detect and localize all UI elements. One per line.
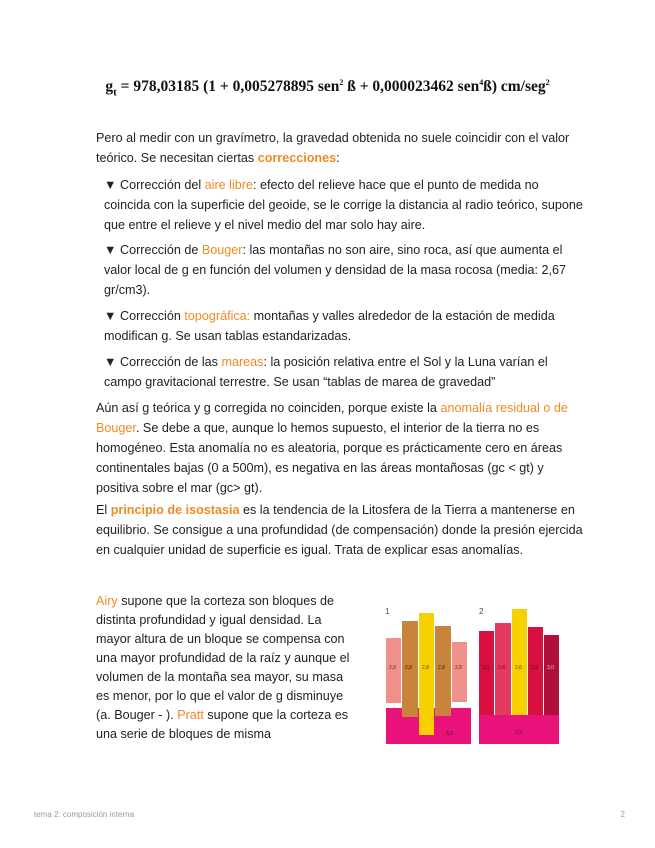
airy-density-3: 2,8 bbox=[422, 665, 429, 671]
isostasy-diagram bbox=[382, 605, 572, 745]
isostasy-paragraph: El principio de isostasia es la tendencia de la Litosfera de la Tierra a mantenerse en equilibrio. Se consigue a una profundidad (de compensación) donde la presión ejercida en cualquier unidad de superficie es igual. Trata de explicar esas anomalías. bbox=[96, 503, 583, 557]
pratt-mantle-density: 3,3 bbox=[515, 730, 522, 736]
triangle-down-icon: ▼ bbox=[104, 309, 117, 323]
triangle-down-icon: ▼ bbox=[104, 243, 117, 257]
pratt-block-5 bbox=[544, 635, 559, 715]
pratt-density-5: 3,0 bbox=[547, 665, 554, 671]
isostasy-term: principio de isostasia bbox=[110, 503, 240, 517]
airy-density-5: 2,8 bbox=[455, 665, 462, 671]
airy-mantle-density: 3,3 bbox=[446, 731, 453, 737]
intro-paragraph: Pero al medir con un gravímetro, la gravedad obtenida no suele coincidir con el valor teórico. Se necesitan ciertas correcciones: bbox=[96, 131, 570, 165]
airy-block-3 bbox=[419, 613, 434, 735]
triangle-down-icon: ▼ bbox=[104, 355, 117, 369]
pratt-block-1 bbox=[479, 631, 494, 715]
airy-density-4: 2,8 bbox=[438, 665, 445, 671]
bullet-topografica: ▼ Corrección topográfica: montañas y valles alrededor de la estación de medida modifican g. Se usan tablas estandarizadas. bbox=[104, 309, 555, 343]
pratt-block-3 bbox=[512, 609, 527, 715]
airy-density-2: 2,8 bbox=[405, 665, 412, 671]
pratt-density-4: 2,9 bbox=[531, 665, 538, 671]
footer-title: tema 2: composición interna bbox=[34, 810, 135, 819]
anomaly-term: anomalía residual o de Bouger bbox=[96, 401, 568, 435]
pratt-density-3: 2,6 bbox=[515, 665, 522, 671]
anomaly-paragraph: Aún así g teórica y g corregida no coinciden, porque existe la anomalía residual o de Bouger. Se debe a que, aunque lo hemos supuesto, el interior de la tierra no es homogéneo. Esta anomalía no es aleatoria, porque es prácticamente cero en áreas continentales bajas (0 a 500m), es negativa en las áreas montañosas (gc < gt) y positiva sobre el mar (gc> gt). bbox=[96, 401, 568, 495]
bullet-mareas: ▼ Corrección de las mareas: la posición relativa entre el Sol y la Luna varían el campo gravitacional terrestre. Se usan “tablas de marea de gravedad” bbox=[104, 355, 548, 389]
page-number: 2 bbox=[620, 810, 625, 819]
airy-pratt-paragraph: Airy supone que la corteza son bloques de distinta profundidad y igual densidad. La mayor altura de un bloque se compensa con una mayor profundidad de la raíz y aunque el volumen de la montaña sea mayor, su masa es menor, por lo que el valor de g disminuye (a. Bouger - ). Pratt supone que la corteza es una serie de bloques de misma bbox=[96, 594, 350, 741]
airy-density-1: 2,8 bbox=[389, 665, 396, 671]
figure-label-1: 1 bbox=[385, 607, 390, 616]
pratt-block-4 bbox=[528, 627, 543, 715]
bullet-aire-libre: ▼ Corrección del aire libre: efecto del relieve hace que el punto de medida no coincida con la superficie del geoide, se le corrige la distancia al radio teórico, supone que entre el relieve y el nivel medio del mar solo hay aire. bbox=[104, 178, 583, 232]
airy-block-5 bbox=[452, 642, 467, 702]
airy-term: Airy bbox=[96, 594, 118, 608]
airy-block-4 bbox=[435, 626, 451, 716]
pratt-term: Pratt bbox=[177, 708, 204, 722]
pratt-density-2: 2,8 bbox=[498, 665, 505, 671]
bullet-bouger: ▼ Corrección de Bouger: las montañas no son aire, sino roca, así que aumenta el valor local de g en función del volumen y densidad de la masa rocosa (media: 2,67 gr/cm3). bbox=[104, 243, 567, 297]
figure-label-2: 2 bbox=[479, 607, 484, 616]
triangle-down-icon: ▼ bbox=[104, 178, 117, 192]
pratt-density-1: 3,0 bbox=[482, 665, 489, 671]
corrections-term: correcciones bbox=[257, 151, 337, 165]
gravity-formula: $g_t = 978,03185$ (1 + 0,005278895 sen$^2$ ß + 0,000023462 sen$^4$ß) cm/seg$^2$ bbox=[105, 78, 550, 99]
